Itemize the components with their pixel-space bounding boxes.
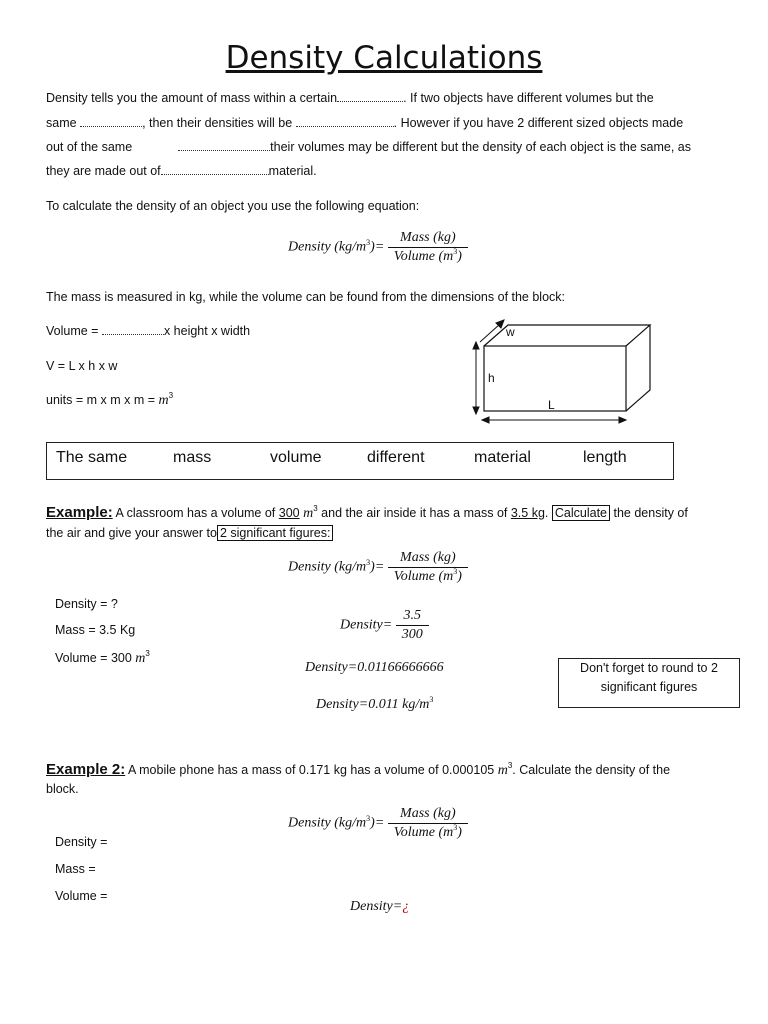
- example1-mass: 3.5 kg: [510, 506, 545, 520]
- formula-lhs-close: )=: [370, 815, 385, 831]
- example1-heading: Example:: [46, 504, 113, 521]
- example1-text: the density of: [610, 506, 688, 520]
- intro-text: Density tells you the amount of mass within a certain: [46, 91, 338, 105]
- unit-m: m: [303, 506, 314, 521]
- formula-lhs: Density (kg/m: [288, 559, 367, 575]
- formula-denominator: [388, 567, 468, 585]
- superscript: 3: [507, 761, 513, 770]
- unit-m: m: [135, 651, 146, 666]
- example2-given-volume: Volume =: [55, 889, 108, 903]
- given-density: Density = ?: [55, 597, 118, 611]
- superscript: 3: [366, 557, 371, 567]
- blank-field[interactable]: [337, 91, 403, 102]
- label-w: w: [506, 325, 515, 339]
- formula-lhs-close: )=: [370, 239, 385, 255]
- example2-line2: block.: [46, 782, 79, 796]
- formula-numerator: Mass (kg): [400, 806, 456, 821]
- given-volume-text: Volume = 300: [55, 651, 132, 665]
- intro-line-3: [46, 140, 691, 154]
- word-bank-item: material: [474, 449, 531, 466]
- superscript: 3: [313, 504, 318, 513]
- given-volume: [55, 651, 150, 667]
- example2-heading: Example 2:: [46, 761, 126, 778]
- v-formula: V = L x h x w: [46, 359, 118, 373]
- intro-text: they are made out of: [46, 164, 161, 178]
- units-text: units = m x m x m =: [46, 393, 156, 407]
- rounding-reminder: Don't forget to round to 2 significant figures: [558, 658, 740, 708]
- example2-given-mass: Mass =: [55, 862, 96, 876]
- superscript: 3: [429, 695, 434, 704]
- block-diagram: [462, 314, 662, 428]
- formula-numerator: Mass (kg): [400, 550, 456, 565]
- example2-formula: [288, 806, 468, 841]
- intro-text: . However if you have 2 different sized objects made: [393, 116, 684, 130]
- superscript: 3: [453, 247, 458, 256]
- intro-line-1: [46, 91, 654, 105]
- step1-numerator: 3.5: [403, 608, 421, 623]
- example2-answer: [350, 899, 409, 915]
- volume-line: [46, 324, 250, 338]
- page-title: Density Calculations: [225, 40, 543, 76]
- formula-denominator: [388, 247, 468, 265]
- word-bank-item: length: [583, 449, 627, 466]
- superscript: 3: [145, 649, 150, 658]
- units-line: [46, 393, 173, 409]
- block-front-face: [484, 346, 626, 411]
- answer-placeholder: ¿: [402, 899, 410, 914]
- word-bank-item: different: [367, 449, 425, 466]
- den-text: Volume (m: [393, 825, 454, 840]
- volume-rest: x height x width: [163, 324, 251, 338]
- example1-text: the air and give your answer to: [46, 526, 217, 540]
- example1-formula: [288, 550, 468, 585]
- intro-line-4: [46, 164, 317, 178]
- intro-text: same: [46, 116, 77, 130]
- example1-step2: Density=0.01166666666: [305, 660, 444, 675]
- unit-m: m: [497, 763, 508, 778]
- formula-fraction: [388, 230, 468, 265]
- formula-lhs-close: )=: [370, 559, 385, 575]
- intro-text: out of the same: [46, 140, 133, 154]
- word-bank-item: The same: [56, 449, 128, 466]
- den-close: ): [457, 569, 462, 584]
- den-close: ): [457, 825, 462, 840]
- block-side-face: [626, 325, 650, 411]
- example1-line2: [46, 526, 333, 540]
- superscript: 3: [366, 237, 371, 247]
- example1-volume: 300: [278, 506, 300, 520]
- example2-text: . Calculate the density of the: [512, 763, 671, 777]
- mass-volume-text: The mass is measured in kg, while the volume can be found from the dimensions of the block:: [46, 290, 566, 304]
- intro-line-2: [46, 116, 683, 130]
- blank-field[interactable]: [161, 164, 269, 175]
- label-L: L: [548, 398, 555, 412]
- example2-given-density: Density =: [55, 835, 108, 849]
- label-h: h: [488, 371, 495, 385]
- formula-lhs: Density (kg/m: [288, 815, 367, 831]
- word-bank: [46, 442, 674, 480]
- example2-line1: [46, 761, 670, 779]
- given-mass: Mass = 3.5 Kg: [55, 623, 136, 637]
- den-close: ): [457, 249, 462, 264]
- example1-line1: [46, 504, 688, 522]
- den-text: Volume (m: [393, 249, 454, 264]
- blank-field[interactable]: [80, 116, 142, 127]
- word-bank-item: volume: [270, 449, 322, 466]
- intro-text: their volumes may be different but the density of each object is the same, as: [270, 140, 692, 154]
- density-formula: [288, 230, 468, 265]
- width-arrow: [480, 324, 500, 342]
- example1-step3: [316, 697, 433, 713]
- blank-field[interactable]: [178, 140, 270, 151]
- intro-text: material.: [268, 164, 317, 178]
- superscript: 3: [168, 391, 174, 400]
- superscript: 3: [366, 813, 371, 823]
- step1-fraction: [396, 608, 429, 643]
- superscript: 3: [453, 823, 458, 832]
- blank-field[interactable]: [296, 116, 394, 127]
- word-bank-item: mass: [173, 449, 212, 466]
- answer-lhs: Density=: [350, 899, 403, 914]
- step1-lhs: Density=: [340, 617, 393, 633]
- calculate-box: Calculate: [552, 505, 610, 521]
- formula-numerator: Mass (kg): [400, 230, 456, 245]
- den-text: Volume (m: [393, 569, 454, 584]
- units-m: m: [158, 393, 169, 408]
- formula-lhs: Density (kg/m: [288, 239, 367, 255]
- formula-denominator: [388, 823, 468, 841]
- sigfig-box: 2 significant figures:: [217, 525, 333, 541]
- volume-label: Volume =: [46, 324, 99, 338]
- equation-intro: To calculate the density of an object you use the following equation:: [46, 199, 420, 213]
- step3-text: Density=0.011 kg/m: [316, 697, 430, 712]
- blank-field[interactable]: [102, 324, 164, 335]
- superscript: 3: [453, 567, 458, 576]
- intro-text: , then their densities will be: [142, 116, 293, 130]
- example1-text: A classroom has a volume of: [112, 506, 279, 520]
- intro-text: . If two objects have different volumes but the: [403, 91, 654, 105]
- step1-denominator: 300: [396, 625, 429, 643]
- formula-fraction: [388, 550, 468, 585]
- example1-text: .: [544, 506, 549, 520]
- formula-fraction: [388, 806, 468, 841]
- example1-text: and the air inside it has a mass of: [317, 506, 511, 520]
- example1-step1: [340, 608, 429, 643]
- example2-text: A mobile phone has a mass of 0.171 kg has a volume of 0.000105: [125, 763, 498, 777]
